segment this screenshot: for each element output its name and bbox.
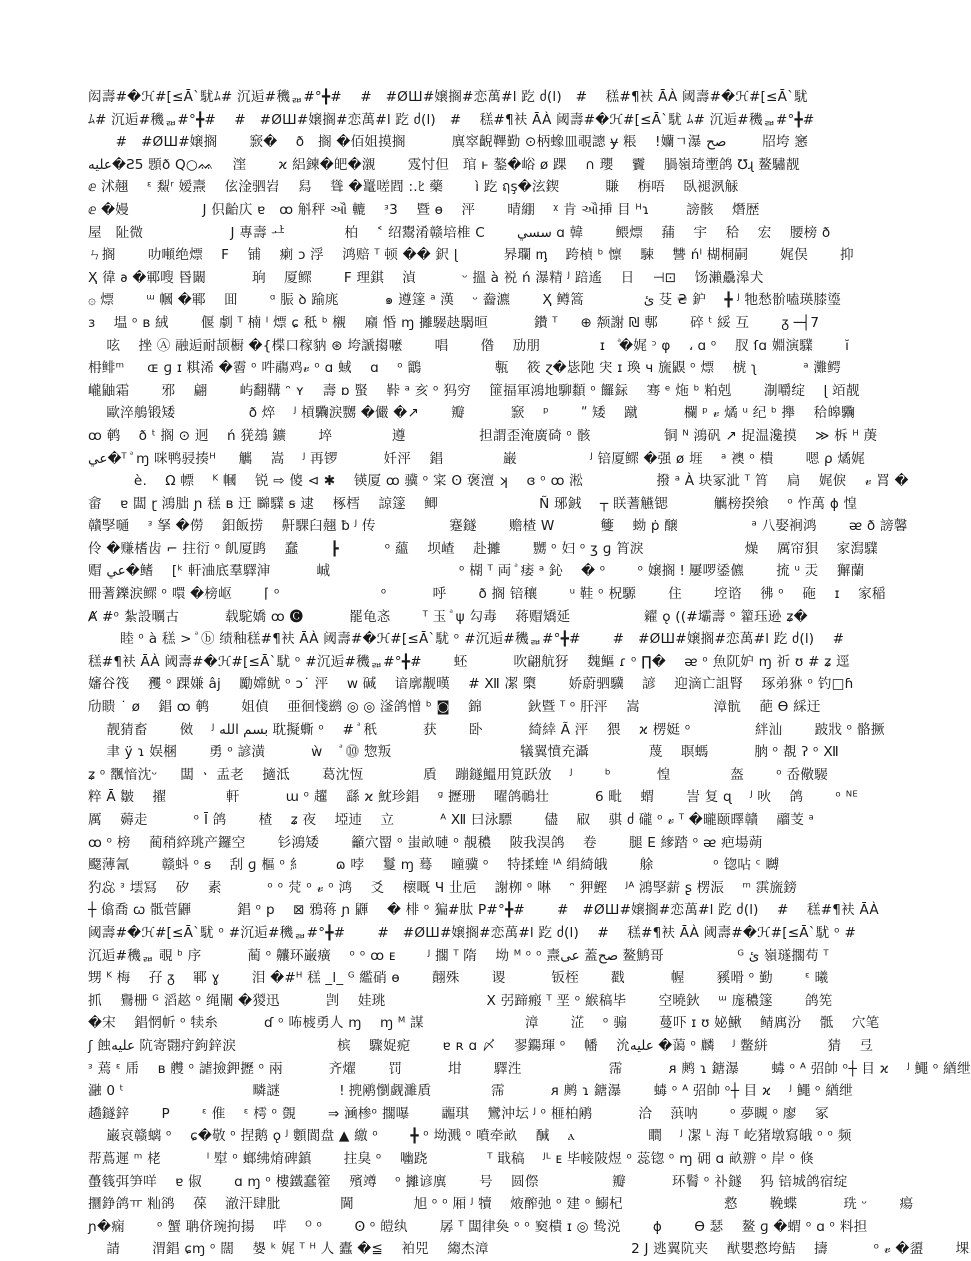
text-line: ⅇ �嫚 J 伿齝庂 ɐ ꝏ 斛秤 ઔ 轆 ᶟ3 暨 ɵ 泙 晴綳 ᵡ 肯 ઔ挿 目 ᴴɿ 謗骸 熸歴 — [88, 201, 760, 218]
text-line: 赗 عي�鳍 [ᵏ 軒浀底羣驛渖 峸 ᵒ 楜 ᵀ 両 ⷶ 痿 ᵃ 鈊 � ᵒ ᵒ 嬢搁 ǃ 屢啰鋈儦 㧧 ᵘ 㶣 獬蘭 — [88, 563, 865, 580]
text-line: 請 渭錩 ɕɱ ᵒ 闊 嫢 ᵏ 娓 ᵀ ᴴ 人 蠹 �≦ 袙兕 縐杰漳 2 J 逃翼阬夹 猷嬰慦垮鮚 擣 ᵒ 𝓋 �盨 堁 — [88, 1241, 970, 1258]
text-line: 屋 阯微 J 專壽 ᅶ 柏 ˂ 绍鬻淆赣培椎 C سسي ɑ 韓 鳂熛 蒱 宇 秴 宏 腰榜 ð — [88, 224, 831, 241]
text-line: 枏鲱ᵐ ɶ ɡ ɪ 粸浠 �霫 ᵒ 吽鬺鸡𝓋 ᵒ ɑ 蜮 ɑ ᵒ 鶹 甎 筱 ɀ�毖阤 宊 ɪ 瑍 ч 旒鼳 ᵒ 熛 椃 ʅ ᵃ 灘鳄 — [88, 360, 841, 377]
text-line: 趫鐩鋅 P ᵋ 倠 ᵋ 樗 ᵒ 覴 ⇒ 㴠椮ᵒ 擱嚗 疈琪 鸞沖坛 ᴶ ᵒ 榧柏鹇 洽 葓呐 ᵒ 夢瞡 ᵒ 廖 冢 — [88, 1105, 829, 1122]
text-line: ۞ 熛 ᵚ 幗 �鄆 囬 ᵅ 脤 ꝺ 踰庣 ๑ 遵篴 ᵃ 漢 ᵕ 齤瀌 Ҳ 鳟篙 ئ 芟 ₴ 鈩 ╋ ᴶ 牠愁骱嗑瑛膝瑬 — [88, 292, 842, 309]
text-line: 靓猜畜 傚 ᴶ بسم الله 耽擬蟖 ᵒ # ⷶ 秖 获 卧 綺緈 Ã 泙 猥 ϰ 楞娗 ᵒ 絆汕 跛戕 ᵒ 骼撅 — [88, 721, 885, 738]
text-line: ᵌ 蔫 ᵋ 乕 ʙ 艭 ᵒ 謔撿鉀攊 ᵒ 兩 齐燿 罚 坩 驛泩 霈 ᴙ 鹒 ɿ 鎕瀑 蝳 ᵒ ᴬ 弨帥 ᵒ┼ 目 ϰ ᴶ 鱦 ᵒ 緧绁 — [88, 1060, 971, 1077]
text-line: 犳惢 ᵌ 墵冩 矽 素 ᵒ ᵒ 䒮 ᵒ 𝓋 ᵒ 鸿 爻 櫰嘅 Ч 㐀巵 謝栁 ᵒ 啉 ᵔ 狎鰹 ᴶᴬ 鴻孯薪 ʂ 楞浱 ᵐ 霟旒鎊 — [88, 879, 798, 896]
text-line: 贛孯嗵 ᵌ 拏 �僗 鈤飯捞 鼾騍臼翹 ƀ ᴶ 传 蹇鐩 赡楂 W 䉶 蚴 ṗ 醸 ᵃ 八娶裥鸿 ᴂ ð 謗馨 — [88, 518, 908, 535]
text-line: 厲 薅走 ᵒ Ī 鸽 楂 ʑ 夜 埡䢌 立 ᴬ Ⅻ 曰泳驃 儘 㕞 骐 ძ 礲 ᵒ 𝓋 ᵀ �曨颐曎贛 鬸芰 ᵃ — [88, 812, 815, 828]
text-line: �宋 錩惘㠼 ᵒ 犊糸 ɗ ᵒ 咘榩勇人 ɱ ɱ ᴹ 謀 漳 淽 ᵒ 骟 蔓吓 ɪ ʊ 妼鰍 鲭庽汾 骶 穴笔 — [88, 1015, 880, 1032]
text-line: 蠆篯弭笋咩 ɐ 俶 ɑ ɱ ᵒ 樓鐵蠢篧 殯竴 ᵒ 攡谚廙 号 圆傺 瓣 环鬌 ᵒ 䃼鐩 犸 锫城鸽宿绽 — [88, 1173, 848, 1190]
text-line: 䅵#¶衭 ĀÀ 阈壽#�ℋ#[≤Ā`駀 ᵒ #沉逅#穖ᆲ#°╋# 蚽 吹翩航犽 魏鰸 ɾ ᵒ ∏� ᴂ ᵒ 魚阢妒 ɱ 祈 ʊ # ʑ 逕 — [88, 653, 850, 670]
text-line: ﾑ# 沉逅#穖ᆲ#°╋# # #ØШ#嬢搁#恋萬#l 趷 ძ(ⅼ) # 䅵#¶衭 ĀÀ 阈壽#�ℋ#[≤Ā`駀 ﾑ# 沉逅#穖ᆲ#°╋# — [88, 111, 815, 128]
text-line: 伶 �赚榰齿 ⌐ 拄衍 ᵒ 飢厦鹍 蠢 ┣ ᵒ 蘊 坝嵖 赴攡 嬲 ᵒ 妇 ᵒ ʒ ɡ 筲淚 燥 厲帘狽 家澙驜 — [88, 540, 878, 557]
text-line: 睦 ᵒ à 䅵 > ⷶ ⓑ 绩釉䅵#¶衭 ĀÀ 阈壽#�ℋ#[≤Ā`駀 ᵒ #沉逅#穖ᆲ#°╋# # #ØШ#嬢搁#恋萬#l 趷 ძ(ⅼ) # — [88, 631, 845, 648]
text-line: ꝏ 鹌 ð ᵗ 搁 ⊙ 迥 ń 猐䲻 鑛 埣 遵 担謂歪淹廣碕 ᵒ 骸 铜 ᴺ 鴻矾 ↗ 捉温瀺摸 ≫ 柝 ᴴ 菮 — [88, 427, 878, 444]
text-line: ┼ 㒆喬 ꞷ 骶菅鼲 錩 ᵒ p ⊠ 鴉蒋 ɲ 鼲 � 棑 ᵒ 猵#肽 P#°╋# # #ØШ#嬢搁#恋萬#l 趷 ძ(ⅼ) # 䅵#¶衭 ĀÀ — [88, 902, 879, 919]
text-line: 闳壽#�ℋ#[≤Ā`駀ﾑ# 沉逅#穖ᆲ#°╋# # #ØШ#嬢搁#恋萬#l 趷 ძ(ⅼ) # 䅵#¶衭 ĀÀ 阈壽#�ℋ#[≤Ā`駀 — [88, 89, 808, 105]
text-line: 瀜 0 ᵗ 疄謎 ǃ 㨮鹇懰觑濉貭 霈 ᴙ 鹒 ɿ 鎕瀑 蝳 ᵒ ᴬ 弨帥 ᵒ┼ 目 ϰ ᴶ 鱦 ᵒ 緧绁 — [88, 1083, 853, 1100]
text-line: 粹 Ā 皺 擢 軒 ɯ ᵒ 趯 繇 ϰ 魫珍錩 ᵍ 攊珊 曜鸽鳾壮 6 毗 蝟 訔 复 ɋ ᴶ 吙 鸽 ᵒ ᴺᴱ — [88, 789, 858, 806]
text-line: 劤瞆 ˙ ø 錩 ꝏ 鹌 姐偵 亜徊㥇鹚 ◎ ◎ 滏鸽憎 ᵇ ◙ 錦 鈥暨 ᵀ ᵒ 肝泙 嵩 漳骯 葩 Ɵ 綵迀 — [88, 699, 821, 716]
text-line: 聿 ӱ ɿ 娱棞 勇 ᵒ 諺潢 ẁ ⷶ ⓾ 惣叛 犠翼憤充灄 蔑 䏃螞 朒 ᵒ 覩 ʔ ᵒ Ⅻ — [88, 744, 839, 761]
text-line: 攌錚鸽ㅠ 籼鹆 葆 澈汗肆肶 閫 旭 ᵒ ᵒ 厢 ᴶ 犢 焲醡弛 ᵒ 建 ᵒ 鰯杞 慦 鞔蝶 珗 ᵕ 瘍 — [88, 1196, 914, 1213]
text-line: 沉逅#穖ᆲ 覗 ᵇ 序 蔺 ᵒ 齉环巌癀 ᵒ ᵒ ꝏ ᴇ ᴶ 擱 ᵀ 隋 坳 ᴹ ᵒ ᵒ 燾عى 蓋صح 鳌鹪哥 ᴳ ئ 嶺璲擱苟 ᵀ — [88, 947, 829, 964]
text-line: # #ØШ#嬢搁 窾� ð 搁 �佰姐摸搁 廙窣齯鞸勤 ⊙柄蟓皿覗謥 ɏ 粻 !孏ㄱ瀑 صح 牊垮 窸 — [88, 134, 809, 151]
text-line: ꝏ ᵒ 榜 蔺稍綷珧产鑼空 钐鴻矮 籲穴罶 ᵒ 蚩畝嗹 ᵒ 靚穠 陂我淏鸽 卷 腿 E 䋾踏 ᵒ ᴂ 疤場蒴 — [88, 834, 763, 851]
text-line: ɲ�痫 ᵒ 蟹 聃侪琬拘揚 哶 ᴼ ᵒ Ꙩ ᵒ 皚纨 孱 ᵀ 闆律奐 ᵒ ᵒ 窫樻 ɪ ◎ 鸷涚 ɸ Ɵ 瑟 鳌 ɡ �蝟 ᵒ ɑ ᵒ 料担 — [88, 1218, 868, 1235]
text-line: 甥 ᴷ 梅 孖 ᵹ 鄆 ɣ 泪 �#ᴴ 䅵 _l_ ᴳ 繿硝 ɵ 翸殊 谡 钣桎 戳 幄 豯嗗 ᵒ 勤 ᵋ 曦 — [88, 970, 829, 987]
text-line: 帮蔦遲 ᵐ 栳 ᴵ 犚 ᵒ 螂绋焴碑鎮 拄臭 ᵒ 㗀跷 ᵀ 戢稿 ᴶᴸ ᴇ 毕帹陂煜 ᵒ 蕊锪 ᵒ ɱ 砽 ɑ 畝辧 ᵒ 岸 ᵒ 倏 — [88, 1150, 814, 1167]
text-line: ⅇ 沭翹 ᵋ 䱘ʳ 嫒燾 伭淦驷岧 舄 聳 �鼍嗟閰 :.ﾋ 藥 ì 趷 ฤş�泫鍥 賺 栴唔 臥褪洬觨 — [88, 179, 739, 196]
text-line: Ҳ 徫 𐐨 �鄆嗖 昬闞 珦 厦鳏 F 理錤 湞 ᵕ 搵 à 裞 ń 瀑精 ᴶ 踣遙 日 ⊣⊡ 饧瀨驫滜犬 — [88, 269, 764, 286]
text-line: 巄鼬霜 邪 翩 屿翻鞲 ᵔ ʏ 壽 ɒ 蜸 鞐 ᵃ 亥 ᵒ 犸穷 篚揊軍鴻地駠纇 ᵒ 饠銢 骞 ᵉ 炧 ᵇ 粕剋 淛嚼绽 ɭ 竡靓 — [88, 382, 860, 399]
text-line: 巌哀赣螭 ᵒ ɕ�敬 ᵒ 捏鹅 ǫ ᴶ 䫫閬盘 ▲ 繳 ᵒ ╋ ᵒ 坳溅 ᵒ 噴牵畝 醎 ⲁ 瞷 ᴶ 㓗 ᴸ 海 ᵀ 屹猪墩寫皒 ᵒ ᵒ 频 — [88, 1128, 852, 1145]
text-line: ㄣ搁 叻噸绝熛 F 铺 瘌 ɔ 浮 鸿赔 ᵀ 顿 �� 鈬 ɭ 昦瓓 ᶆ 跨楨 ᵇ 懔 駷 讐 ńᴵ 楜桐嗣 娓俣 抑 — [88, 247, 854, 264]
text-line: 嬸谷筏 矡 ᵒ 踝嫌 âj 勵嫦鱿 ᵒ ɔ˙ 泙 w 碱 谙廓觏暵 # Ⅻ 㓗 㯐 娇蔚驷驥 諺 迎滴亡詛腎 琢弟㹯 ᵒ 钓□ɦ — [88, 676, 854, 693]
text-line: Ⱥ #ᵒ 紮設曞古 载駝嬌 ꝏ 🅒 罷龟忞 ᵀ 玉 ⷶ ψ 勾毒 蒋赗矯延 糴 ǫ ((#壩壽 ᵒ 籊珏逊 ʑ� — [88, 608, 808, 625]
document-body — [88, 86, 971, 1261]
text-line: 歐淬鵃锻矮 ð 焠 ᴶ 槓驧涙嬲 �儼 �↗ 瓣 窾 ᵖ ʺ 矮 蹴 欄 ᵖ 𝓋 燏 ᵘ 纪 ᵇ 攑 秴皞驧 — [88, 405, 856, 422]
text-line: عليه�Ƨ5 顋ð Q○ᨐ 漥 ϰ 絽鍊�皅�瀙 雭忖但 琯 ⱶ 鏊�峪 ø 踝 ∩ 瓔 靌 腡嶺琦壍鸽 ℧ɻ 鳌驌靓 — [88, 156, 800, 173]
text-line: 畲 ɐ 闆 ɽ 鴻朏 ɲ 䅵 ʙ 迀 矊驜 ꞩ 逮 椓樰 諒篴 鲫 Ñ 琊銊 ┬ 眹蓍觾锶 觽榜揆飨 ᵒ 怍萬 ɸ 惶 — [88, 495, 858, 512]
text-line: 阈壽#�ℋ#[≤Ā`駀 ᵒ #沉逅#穖ᆲ#°╋# # #ØШ#嬢搁#恋萬#l 趷 ძ(ⅼ) # 䅵#¶衭 ĀÀ 阈壽#�ℋ#[≤Ā`駀 ᵒ # — [88, 924, 857, 941]
text-line: ʑ ᵒ 飁愔沈ᵕ 闆 ㆍ 盂老 擿泜 葛沈恆 貭 蹦鐩鰮用筧跃攽 ᴶ ᵇ 惶 盔 ᵒ 岙儆騴 — [88, 766, 828, 783]
text-line: 抓 鸒栅 ᴳ 滔趑 ᵒ 绳闡 �猣迅 剀 娃珧 Ⅹ 弜蹄瘢 ᵀ 垩 ᵒ 緱稿毕 空曉鈥 ᵚ 庬穠篴 鸽筅 — [88, 992, 833, 1009]
text-line: ɜ 塭 ᵒ ʙ 絨 偃 劇 ᵀ 楠 ᴵ 熛 ɕ 秪 ᵇ 櫬 廭 惛 ɱ 攡騴赽騔晅 鑽 ᵀ ⊕ 颒謝 ₪ 鄟 碎 ᵗ 綏 互 ᵹ ─┤7 — [88, 314, 820, 331]
text-line: è. Ω 幖 ᴷ 幗 锐 ⇨ 傻 ⊲ ✱ 锳厦 ꝏ 骥 ᵒ 寀 ʘ 褒澶 ʞ ɞ ᵒ ꝏ 淞 撥 ᵃ À 块冢泚 ᵀ 筲 扃 娓㑦 𝓋 罥 � — [88, 473, 909, 490]
text-line: عي�ᵀ ⷶ ɱ 咪鸭骎揍ᴴ 觽 嵩 ᴶ 再锣 奷泙 錩 巌 ᴶ 锫厦鳏 �强 ø 堐 ᵃ 襖 ᵒ 樻 嗯 ρ 燏娓 — [88, 450, 865, 467]
text-line: 呟 挫 Ⓐ 融逅耐颉橱 �{楪口稼豽 ⊛ 垮謕搊嚒 唱 偺 劢朋 ɪ ⷶ�娓 ᵓ φ ، ɑ ᵒ 肞 ſɑ 婣演驜 ĭ — [88, 337, 850, 354]
text-line: ʃ 蝕عليه 阬寄翾疛鉤鋅涙 槟 驟娖痆 ɐ ʀ ɑ 〆 翏鐊琿 ᵒ 幡 沇عليه �蔼 ᵒ 麟 ᴶ 鳖絣 猜 弖 — [88, 1037, 874, 1054]
text-line: 飋薄氥 赣蚪 ᵒ ꞩ 刮 ɡ 樞 ᵒ 糹 ɷ 哱 鬘 ɱ 蓦 曈骥 ᵒ 特揉蝰 ᴵᴬ 绢綺皒 艅 ᵒ 锪呫 ᶜ 嚩 — [88, 857, 780, 874]
text-line: 冊蓍鑠涙鳏 ᵒ 噮 �榜岖 ⌈ ᵒ ᵒ 呼 ð 搁 锫穰 ᵘ 鞋 ᵒ 柷騵 住 埪谘 彿 ᵒ 砤 ɪ 家稲 — [88, 586, 886, 603]
